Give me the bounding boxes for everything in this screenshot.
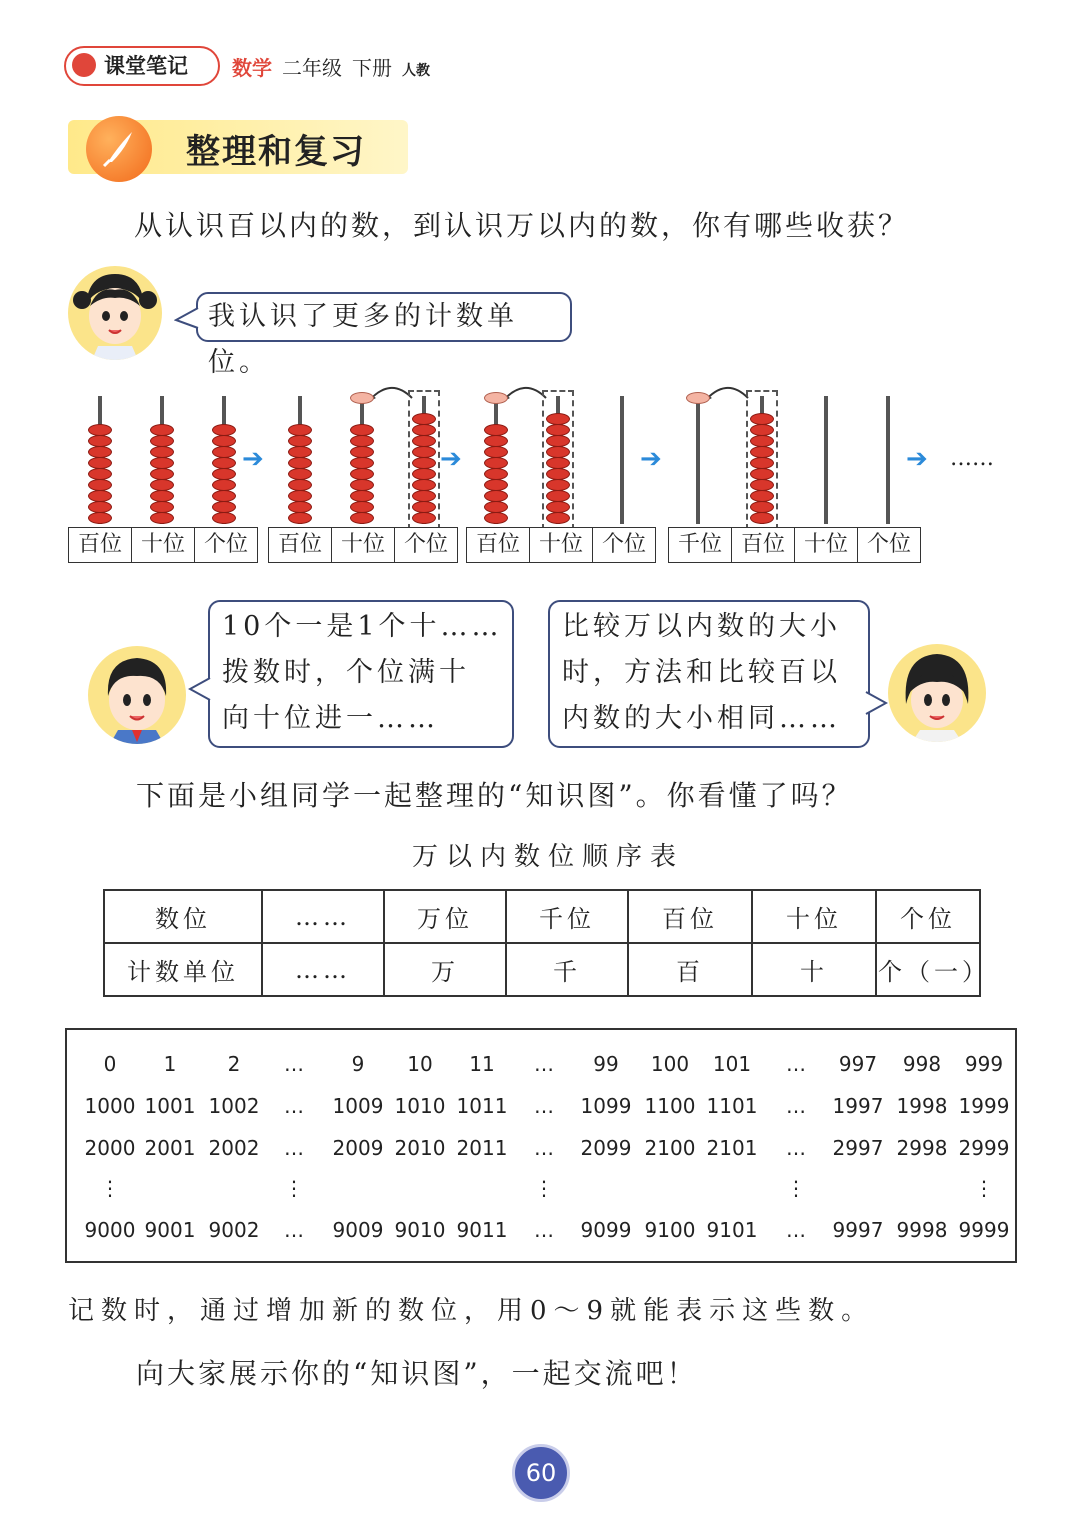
abacus-bead [150,435,174,447]
grid-number: 10 [407,1052,433,1076]
abacus-bead [546,468,570,480]
grid-number: 1011 [456,1094,508,1118]
bubble-line: 向十位进一…… [222,703,439,734]
header-brand: 课堂笔记 [104,54,188,78]
abacus-bead [412,446,436,458]
grid-number: ⋮ [974,1176,994,1200]
abacus-bead [88,468,112,480]
grid-number: 99 [593,1052,619,1076]
table-cell: 万 [384,943,506,996]
abacus-bead [750,435,774,447]
abacus-bead [150,490,174,502]
grid-number: … [534,1052,554,1076]
abacus-bead [484,392,508,404]
abacus-bead [88,457,112,469]
grid-number: 9001 [144,1218,196,1242]
grid-number: 1998 [896,1094,948,1118]
abacus-bead [288,512,312,524]
grid-number: … [534,1218,554,1242]
grid-number: 998 [902,1052,942,1076]
place-label: 百位 [732,528,795,562]
abacus-bead [350,479,374,491]
grid-number: 101 [712,1052,752,1076]
speech-bubble-boy [208,600,514,748]
speech-bubble-girl-top [196,292,572,378]
grid-number: … [786,1218,806,1242]
place-label: 百位 [269,528,332,562]
table-cell: …… [262,943,384,996]
abacus-bead [350,392,374,404]
grid-number: 9999 [958,1218,1010,1242]
review-question: 从认识百以内的数，到认识万以内的数，你有哪些收获？ [134,209,910,242]
abacus-bead [212,479,236,491]
bubble-line: 时，方法和比较百以 [562,657,841,688]
grid-number: 9997 [832,1218,884,1242]
abacus-rod [886,396,890,524]
grid-number: 9100 [644,1218,696,1242]
abacus-bead [484,501,508,513]
abacus-bead [484,468,508,480]
arrow-right-icon: ➔ [640,444,662,474]
table-cell: 十 [752,943,876,996]
grid-number: 2011 [456,1136,508,1160]
grid-number: 1001 [144,1094,196,1118]
grid-number: … [284,1094,304,1118]
abacus-bead [350,468,374,480]
grid-number: 2997 [832,1136,884,1160]
grid-number: 2001 [144,1136,196,1160]
abacus-rod [620,396,624,524]
grid-number: 9011 [456,1218,508,1242]
abacus-bead [546,490,570,502]
grid-number: 2 [227,1052,241,1076]
abacus-bead [288,490,312,502]
table-cell: 百 [628,943,752,996]
bubble-line: 比较万以内数的大小 [562,611,841,642]
grid-number: 9101 [706,1218,758,1242]
abacus-bead [288,446,312,458]
grid-number: 9 [351,1052,365,1076]
abacus-bead [546,457,570,469]
table-cell: 个（一） [876,943,980,996]
abacus-bead [412,424,436,436]
place-label: 千位 [669,528,732,562]
grid-number: 2002 [208,1136,260,1160]
abacus-bead [484,424,508,436]
abacus-bead [288,424,312,436]
grid-number: 1002 [208,1094,260,1118]
abacus-bead [412,490,436,502]
abacus-labels-2 [268,527,458,563]
speech-bubble-girl-right [548,600,870,748]
abacus-bead [412,512,436,524]
place-label: 个位 [403,532,448,557]
abacus-bead [350,446,374,458]
girl-avatar [68,266,162,360]
abacus-bead [546,512,570,524]
table-cell: 个位 [876,890,980,943]
abacus-bead [546,446,570,458]
grid-number: … [284,1218,304,1242]
abacus-bead [484,512,508,524]
abacus-bead [350,490,374,502]
knowledge-intro: 下面是小组同学一起整理的“知识图”。你看懂了吗？ [136,779,853,812]
abacus-bead [350,457,374,469]
table-cell: 数位 [104,890,262,943]
number-grid [65,1028,1017,1263]
grid-number: 2000 [84,1136,136,1160]
arrow-right-icon: ➔ [440,444,462,474]
abacus-bead [484,490,508,502]
abacus-bead [350,512,374,524]
abacus-bead [484,479,508,491]
abacus-bead [212,468,236,480]
abacus-bead [750,512,774,524]
abacus-bead [288,435,312,447]
grid-number: 1101 [706,1094,758,1118]
table-cell: 千 [506,943,628,996]
table-cell: 百位 [628,890,752,943]
abacus-ellipsis: …… [950,446,994,471]
abacus-rod [696,396,700,524]
abacus-bead [288,501,312,513]
abacus-bead [212,501,236,513]
place-label: 个位 [601,532,646,557]
grid-number: ⋮ [284,1176,304,1200]
abacus-bead [88,435,112,447]
table-cell: …… [262,890,384,943]
header-volume: 下册 [352,56,392,80]
place-label: 个位 [203,532,248,557]
abacus-bead [212,512,236,524]
grid-number: ⋮ [534,1176,554,1200]
grid-number: 2009 [332,1136,384,1160]
abacus-bead [212,424,236,436]
grid-number: 9998 [896,1218,948,1242]
table-row [104,943,980,996]
place-label: 十位 [332,528,395,562]
abacus-bead [484,435,508,447]
abacus-bead [88,501,112,513]
abacus-bead [546,413,570,425]
abacus-bead [546,479,570,491]
abacus-bead [350,501,374,513]
arrow-right-icon: ➔ [906,444,928,474]
table-row [104,890,980,943]
abacus-labels-1 [68,527,258,563]
abacus-bead [150,479,174,491]
abacus-bead [212,446,236,458]
abacus-bead [88,424,112,436]
brand-logo-icon [72,53,96,77]
grid-number: ⋮ [100,1176,120,1200]
grid-number: … [534,1136,554,1160]
conclusion-text: 记数时，通过增加新的数位，用0～9就能表示这些数。 [68,1296,875,1326]
grid-number: 1010 [394,1094,446,1118]
abacus-bead [150,424,174,436]
grid-number: 9010 [394,1218,446,1242]
abacus-bead [288,468,312,480]
abacus-bead [212,435,236,447]
grid-number: 9099 [580,1218,632,1242]
abacus-bead [150,468,174,480]
grid-number: 2100 [644,1136,696,1160]
place-label: 百位 [69,528,132,562]
place-label: 十位 [795,528,858,562]
abacus-bead [412,468,436,480]
abacus-bead [484,446,508,458]
abacus-bead [546,435,570,447]
abacus-bead [750,413,774,425]
table-cell: 千位 [506,890,628,943]
abacus-bead [412,435,436,447]
place-label: 百位 [467,528,530,562]
table-cell: 万位 [384,890,506,943]
grid-number: 1 [163,1052,177,1076]
bubble-tail-icon [864,690,888,716]
abacus-bead [750,446,774,458]
table-cell: 计数单位 [104,943,262,996]
place-label: 个位 [866,532,911,557]
abacus-bead [412,479,436,491]
grid-number: ⋮ [786,1176,806,1200]
bubble-text-girl-top: 我认识了更多的计数单位。 [208,301,518,378]
grid-number: 2101 [706,1136,758,1160]
bubble-line: 拨数时，个位满十 [222,657,470,688]
abacus-bead [546,501,570,513]
place-value-table [103,889,990,997]
grid-number: 9000 [84,1218,136,1242]
abacus-bead [750,457,774,469]
grid-number: … [534,1094,554,1118]
abacus-bead [484,457,508,469]
grid-number: … [786,1094,806,1118]
abacus-bead [686,392,710,404]
abacus-bead [350,435,374,447]
header-subject: 数学 [232,56,272,80]
grid-number: 2099 [580,1136,632,1160]
abacus-bead [212,457,236,469]
grid-number: 999 [964,1052,1004,1076]
bubble-line: 内数的大小相同…… [562,703,841,734]
grid-number: 100 [650,1052,690,1076]
abacus-bead [350,424,374,436]
abacus-bead [412,457,436,469]
grid-number: … [786,1136,806,1160]
abacus-bead [150,446,174,458]
grid-number: 1099 [580,1094,632,1118]
grid-number: 1100 [644,1094,696,1118]
bubble-tail-icon [174,306,200,330]
abacus-bead [150,457,174,469]
grid-number: 1009 [332,1094,384,1118]
grid-number: 1000 [84,1094,136,1118]
girl-avatar-right [888,644,986,742]
bubble-tail-icon [188,676,212,702]
abacus-bead [88,446,112,458]
abacus-rod [824,396,828,524]
abacus-bead [750,479,774,491]
pen-icon [86,116,152,182]
grid-number: 0 [103,1052,117,1076]
abacus-labels-3 [466,527,656,563]
closing-text: 向大家展示你的“知识图”，一起交流吧！ [136,1357,698,1390]
abacus-bead [288,457,312,469]
place-label: 十位 [132,528,195,562]
bubble-line: 10个一是1个十…… [222,611,503,642]
abacus-bead [750,468,774,480]
header-grade: 二年级 [282,56,342,80]
abacus-bead [88,490,112,502]
abacus-bead [150,501,174,513]
header-subtitle [232,52,440,81]
grid-number: … [284,1052,304,1076]
abacus-bead [412,501,436,513]
abacus-bead [750,501,774,513]
grid-number: … [284,1136,304,1160]
grid-number: 1997 [832,1094,884,1118]
grid-number: 2998 [896,1136,948,1160]
abacus-labels-4 [668,527,921,563]
grid-number: 11 [469,1052,495,1076]
table-cell: 十位 [752,890,876,943]
abacus-bead [750,424,774,436]
abacus-bead [150,512,174,524]
abacus-bead [750,490,774,502]
header-publisher: 人教 [402,63,430,79]
abacus-bead [212,490,236,502]
grid-number: … [786,1052,806,1076]
grid-number: 2999 [958,1136,1010,1160]
grid-number: 9009 [332,1218,384,1242]
abacus-bead [412,413,436,425]
section-title: 整理和复习 [186,132,366,172]
grid-number: 997 [838,1052,878,1076]
abacus-bead [288,479,312,491]
boy-avatar [88,646,186,744]
page-number: 60 [512,1444,570,1502]
grid-number: 2010 [394,1136,446,1160]
abacus-bead [88,479,112,491]
abacus-bead [546,424,570,436]
place-label: 十位 [530,528,593,562]
table-title: 万以内数位顺序表 [412,842,685,872]
grid-number: 1999 [958,1094,1010,1118]
grid-number: 9002 [208,1218,260,1242]
arrow-right-icon: ➔ [242,444,264,474]
abacus-bead [88,512,112,524]
